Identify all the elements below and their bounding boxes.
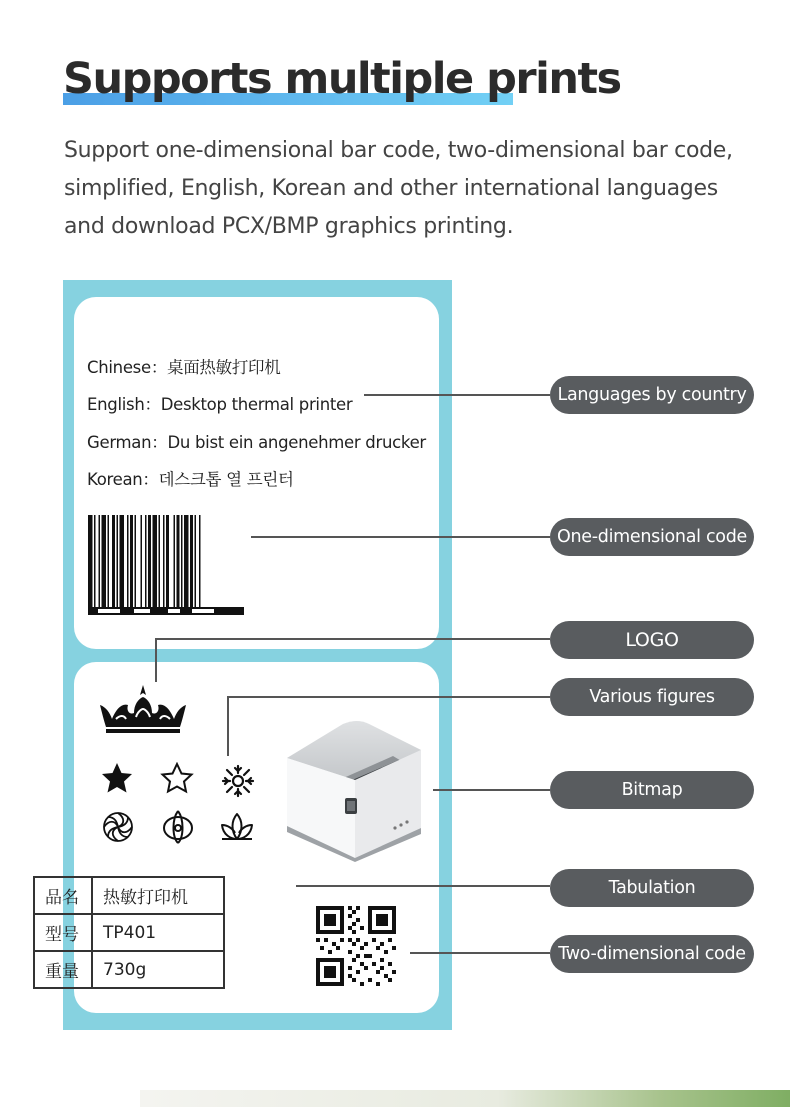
page-description: Support one-dimensional bar code, two-dimensional bar code, simplified, English, Korean and other international languages and download PCX/BMP graphics printing. xyxy=(64,138,733,239)
header xyxy=(63,52,621,106)
lang-chinese: Chinese：桌面热敏打印机 xyxy=(87,358,281,377)
star-outline-icon xyxy=(160,762,194,794)
lang-german: German：Du bist ein angenehmer drucker xyxy=(87,433,426,452)
bottom-photo-strip xyxy=(140,1090,790,1107)
callout-languages: Languages by country xyxy=(550,376,754,414)
callout-one-dim: One-dimensional code xyxy=(550,518,754,556)
table-row: 型号 TP401 xyxy=(34,914,224,951)
connector-logo-v xyxy=(155,638,157,682)
snowflake-icon xyxy=(220,763,256,799)
barcode-image xyxy=(88,515,244,615)
star-filled-icon xyxy=(100,762,134,794)
lang-korean: Korean：데스크톱 열 프린터 xyxy=(87,470,294,489)
spec-table xyxy=(33,876,225,989)
callout-bitmap: Bitmap xyxy=(550,771,754,809)
connector-tabulation xyxy=(296,885,550,887)
lotus-icon xyxy=(219,811,255,843)
thermal-printer-image xyxy=(283,718,427,862)
connector-figures-v xyxy=(227,696,229,756)
callout-two-dim: Two-dimensional code xyxy=(550,935,754,973)
table-row: 品名 热敏打印机 xyxy=(34,877,224,914)
sample-card-text xyxy=(74,297,439,649)
swirl-flower-icon xyxy=(101,810,135,844)
table-row: 重量 730g xyxy=(34,951,224,988)
connector-one-dim xyxy=(251,536,550,538)
callout-tabulation: Tabulation xyxy=(550,869,754,907)
page-title: Supports multiple prints xyxy=(63,54,621,104)
connector-bitmap xyxy=(433,789,550,791)
connector-two-dim xyxy=(410,952,550,954)
connector-languages xyxy=(364,394,550,396)
callout-figures: Various figures xyxy=(550,678,754,716)
lang-english: English：Desktop thermal printer xyxy=(87,395,353,414)
crown-icon xyxy=(96,683,190,735)
qr-code-image xyxy=(316,906,396,986)
connector-logo-h xyxy=(155,638,550,640)
connector-figures-h xyxy=(227,696,550,698)
knot-icon xyxy=(160,809,196,845)
callout-logo: LOGO xyxy=(550,621,754,659)
